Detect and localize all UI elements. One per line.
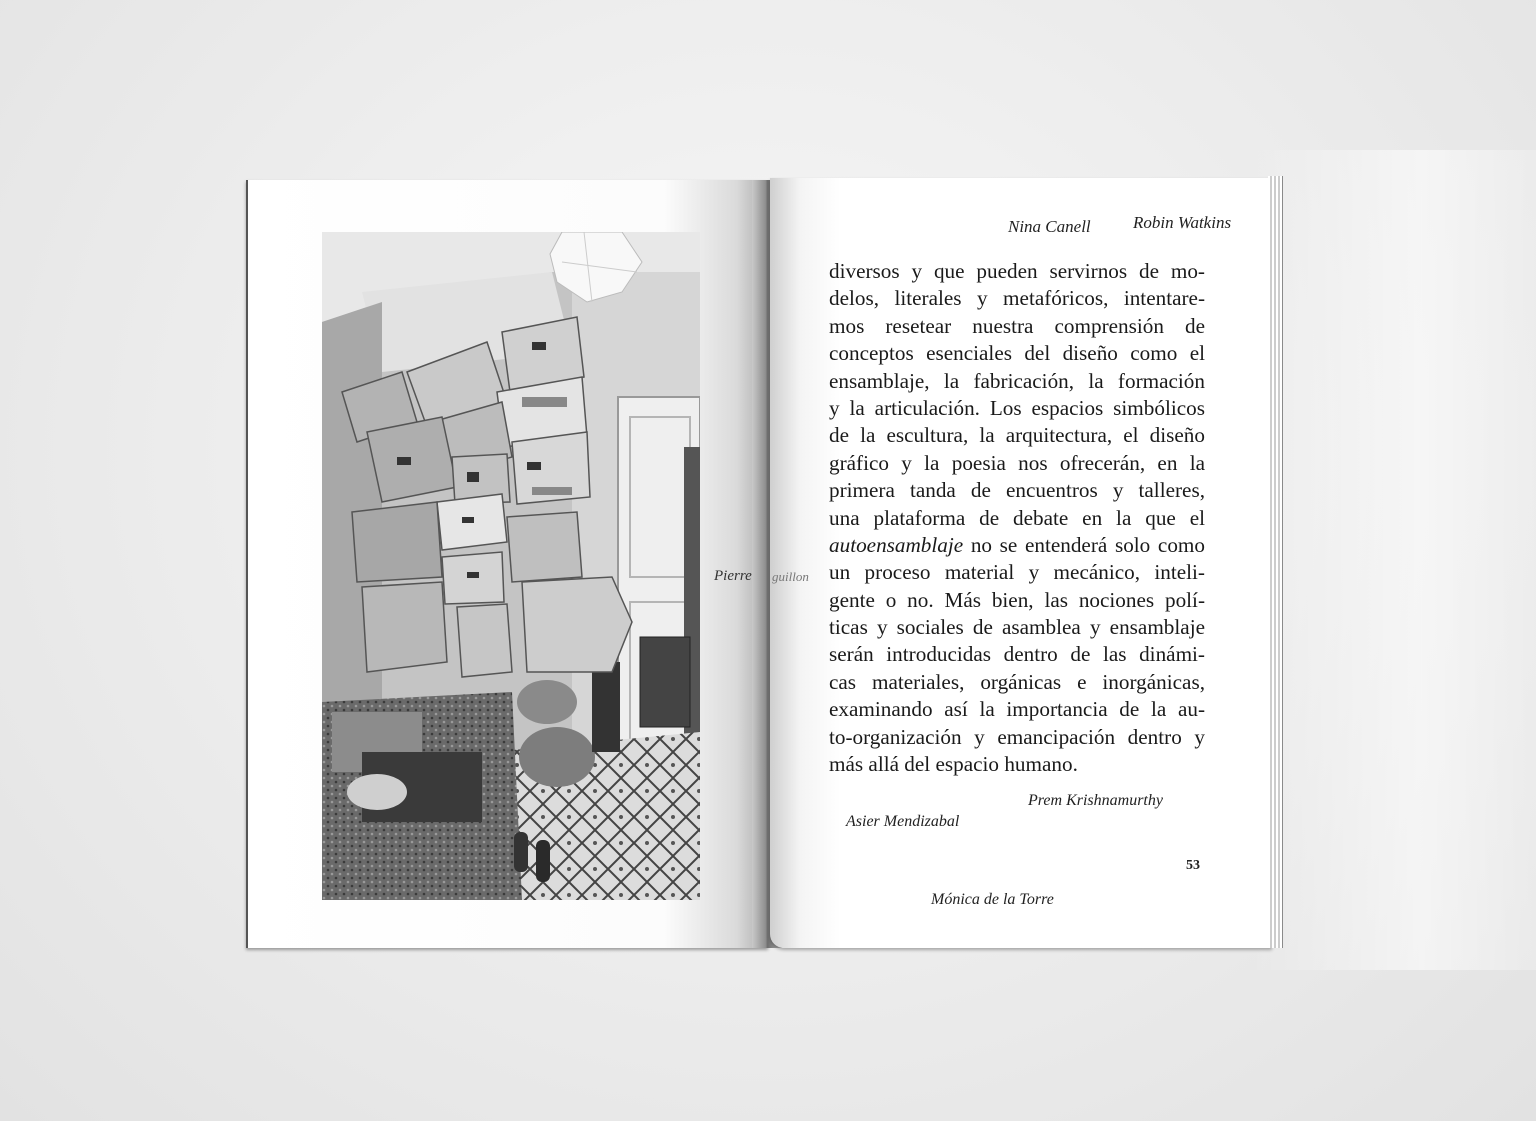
body-line: diversos y que pueden servirnos de mo- [829,259,1205,283]
author-name-prem-krishnamurthy: Prem Krishnamurthy [1028,792,1163,809]
body-line: delos, literales y metafóricos, intentare- [829,286,1205,311]
scan-light-sheen [1250,150,1536,970]
body-paragraph [829,258,1205,778]
body-line: to-organización y emancipación dentro y [829,724,1205,749]
body-line: examinando así la importancia de la au- [829,697,1205,722]
body-line: gente o no. Más bien, las nociones polí- [829,587,1205,612]
body-line: gráfico y la poesia nos ofrecerán, en la [829,450,1205,475]
body-line: de la escultura, la arquitectura, el diseño [829,423,1205,448]
author-name-monica-de-la-torre: Mónica de la Torre [931,891,1054,908]
body-line: una plataforma de debate en la que el [829,505,1205,530]
body-line-last: más allá del espacio humano. [829,752,1078,777]
italic-term: autoensamblaje [829,532,964,557]
body-line: cas materiales, orgánicas e inorgánicas, [829,669,1205,694]
author-name-pierre: Pierre [714,568,752,584]
author-name-robin-watkins: Robin Watkins [1133,213,1232,232]
body-line: conceptos esenciales del diseño como el [829,341,1205,366]
author-name-nina-canell: Nina Canell [1008,217,1091,236]
body-line: ensamblaje, la fabricación, la formación [829,368,1205,393]
author-name-asier-mendizabal: Asier Mendizabal [846,813,960,830]
body-line: ticas y sociales de asamblea y ensamblaje [829,615,1205,640]
page-number: 53 [1186,858,1200,873]
boxes-photo [322,232,700,900]
body-line: un proceso material y mecánico, inteli- [829,560,1205,585]
body-line: mos resetear nuestra comprensión de [829,313,1205,338]
body-line: y la articulación. Los espacios simbólicos [829,395,1205,420]
body-line-rest: no se entenderá solo como [963,532,1205,557]
body-line: primera tanda de encuentros y talleres, [829,478,1205,503]
author-name-pierre-tail: guillon [772,569,809,584]
body-line: serán introducidas dentro de las dinámi- [829,642,1205,667]
body-line-with-italic [829,532,1205,559]
page-edges [1268,176,1283,948]
